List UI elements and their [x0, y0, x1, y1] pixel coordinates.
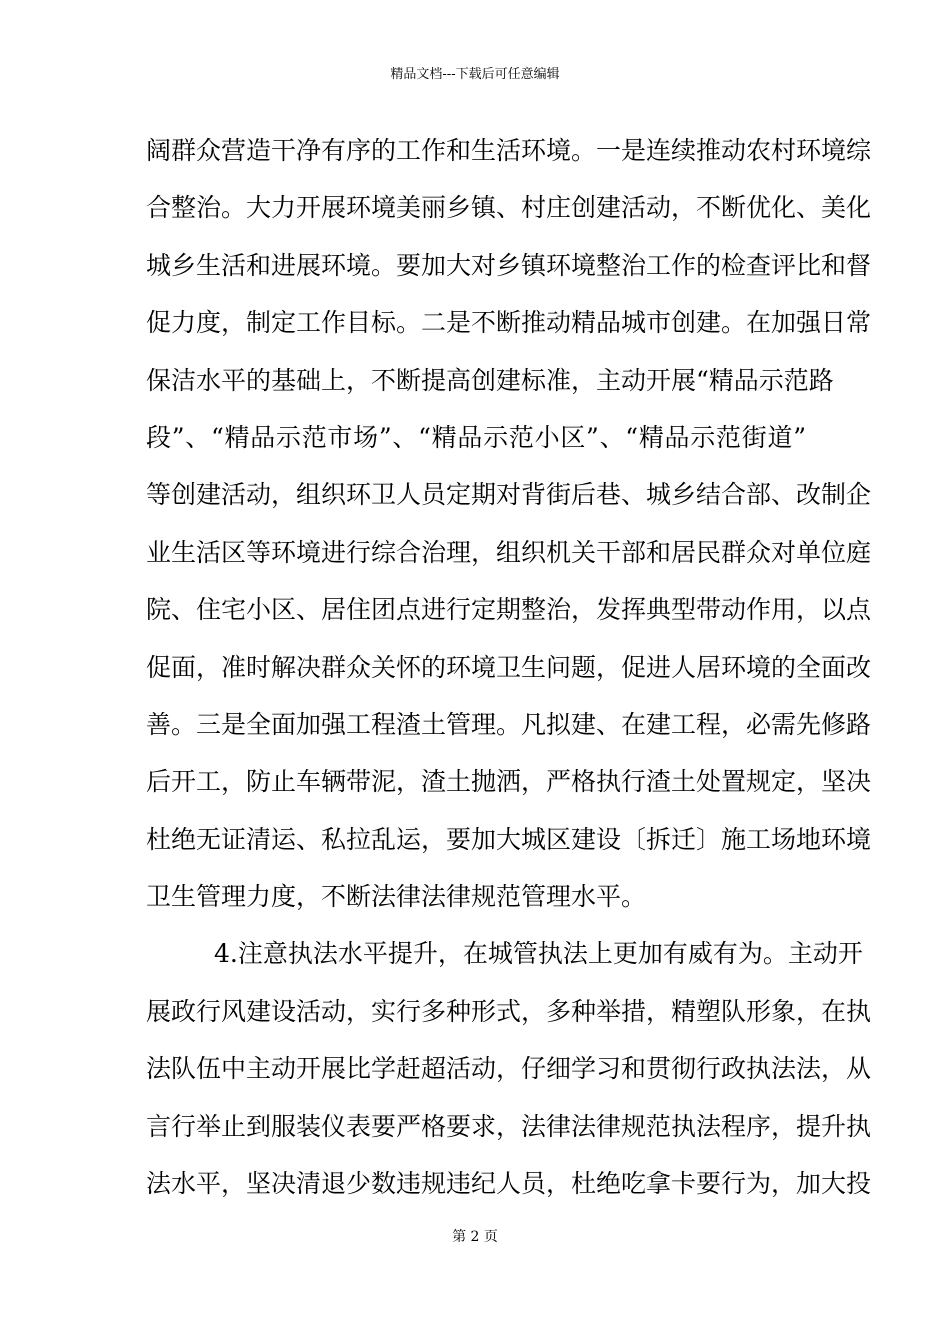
text-line: 法队伍中主动开展比学赶超活动，仔细学习和贯彻行政执法法，从 [146, 1054, 872, 1084]
page-header: 精品文档---下载后可任意编辑 [390, 67, 560, 82]
text-line: 展政行风建设活动，实行多种形式，多种举措，精塑队形象，在执 [146, 996, 872, 1026]
text-line: 善。三是全面加强工程渣土管理。凡拟建、在建工程，必需先修路 [146, 709, 872, 739]
text-line: 阔群众营造干净有序的工作和生活环境。一是连续推动农村环境综 [146, 136, 872, 165]
document-body [146, 131, 872, 1221]
paragraph-1 [146, 131, 872, 934]
text-line: 卫生管理力度，不断法律法律规范管理水平。 [146, 882, 647, 912]
text-line: 促力度，制定工作目标。二是不断推动精品城市创建。在加强日常 [146, 308, 872, 338]
text-line: 后开工，防止车辆带泥，渣土抛洒，严格执行渣土处置规定，坚决 [146, 767, 872, 797]
text-line: 4.注意执法水平提升，在城管执法上更加有威有为。主动开 [214, 939, 863, 969]
text-line: 等创建活动，组织环卫人员定期对背街后巷、城乡结合部、改制企 [146, 480, 872, 510]
text-line: 言行举止到服装仪表要严格要求，法律法律规范执法程序，提升执 [146, 1111, 872, 1141]
paragraph-2 [146, 934, 872, 1221]
text-line: 促面，准时解决群众关怀的环境卫生问题，促进人居环境的全面改 [146, 652, 872, 682]
text-line: 杜绝无证清运、私拉乱运，要加大城区建设〔拆迁〕施工场地环境 [146, 824, 872, 854]
text-line: 合整治。大力开展环境美丽乡镇、村庄创建活动，不断优化、美化 [146, 193, 872, 223]
text-line: 保洁水平的基础上，不断提高创建标准，主动开展“精品示范路 [146, 365, 834, 395]
text-line: 段”、“精品示范市场”、“精品示范小区”、“精品示范街道” [146, 422, 806, 452]
text-line: 城乡生活和进展环境。要加大对乡镇环境整治工作的检查评比和督 [146, 250, 872, 280]
text-line: 法水平，坚决清退少数违规违纪人员，杜绝吃拿卡要行为，加大投 [146, 1169, 872, 1199]
text-line: 业生活区等环境进行综合治理，组织机关干部和居民群众对单位庭 [146, 537, 872, 567]
text-line: 院、住宅小区、居住团点进行定期整治，发挥典型带动作用，以点 [146, 595, 872, 625]
page-number: 第 2 页 [452, 1229, 498, 1245]
